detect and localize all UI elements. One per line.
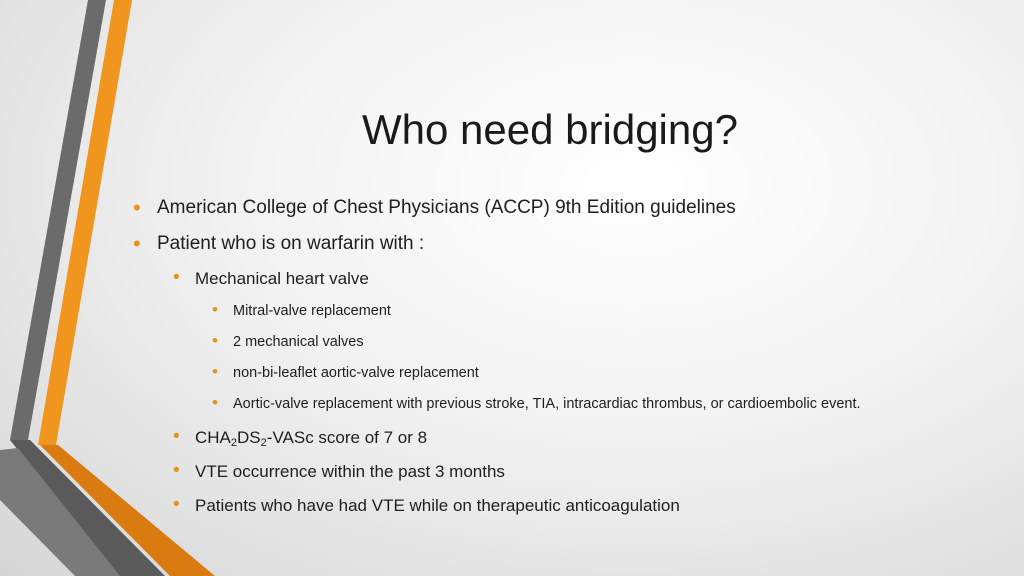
bullet-dot: • [173,494,180,515]
bullet-dot: • [212,300,218,319]
bullet-text: Aortic-valve replacement with previous stroke, TIA, intracardiac thrombus, or cardioembolic event. [233,396,861,412]
slide-title: Who need bridging? [362,106,738,153]
bullet-dot: • [173,460,180,481]
bullet-text: VTE occurrence within the past 3 months [195,462,505,481]
bullet-dot: • [212,362,218,381]
bullet-dot: • [212,393,218,412]
bullet-text: Patients who have had VTE while on therapeutic anticoagulation [195,496,680,515]
bullet-text: Mechanical heart valve [195,269,369,288]
bullet-text: Mitral-valve replacement [233,303,391,319]
bullet-text: 2 mechanical valves [233,334,364,350]
bullet-dot: • [173,267,180,288]
bullet-text: $CHA_2DS_2$-VASc score of 7 or 8 [195,428,428,449]
bullet-dot: • [173,426,180,447]
gray-wedge-light [0,448,120,576]
bullet-dot: • [133,195,141,220]
bullet-dot: • [133,231,141,256]
bullet-text: non-bi-leaflet aortic-valve replacement [233,365,479,381]
bullet-dot: • [212,331,218,350]
bullet-text: Patient who is on warfarin with : [157,233,425,254]
bullet-text: American College of Chest Physicians (ACCP) 9th Edition guidelines [157,197,736,218]
